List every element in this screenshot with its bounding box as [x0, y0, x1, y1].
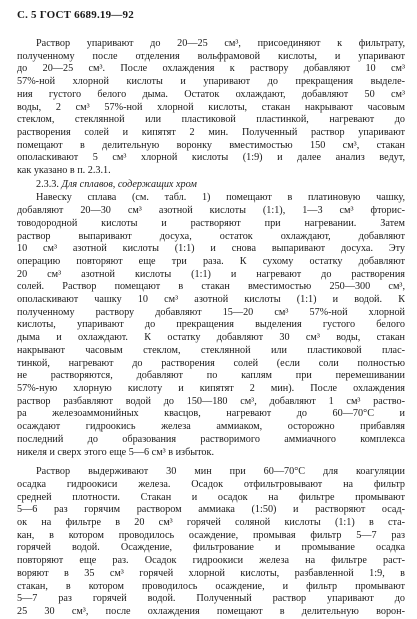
- text-line: стакан, в котором проводилось осаждение, и фильтр промывают: [17, 580, 405, 592]
- text-line: тинкой, нагревают до растворения солей (если соли полностью: [17, 357, 405, 369]
- section-number: 2.3.3.: [36, 178, 59, 190]
- text-line: до 20—25 см³. После охлаждения к раствору добавляют 10 см³: [17, 63, 405, 75]
- text-line: 25 30 см³, после охлаждения помещают в делительную ворон-: [17, 605, 405, 617]
- text-line: ополаскивают чашку 10 см³ азотной кислоты (1:1) и водой. К: [17, 294, 405, 306]
- paragraph-3: [17, 466, 405, 618]
- text-line: растворения солей и кипятят 2 мин. Полученный раствор упаривают: [17, 126, 405, 138]
- text-line: операцию повторяют еще три раза. К сухому остатку добавляют: [17, 255, 405, 267]
- text-line: кислоты, упаривают до прекращения выделения густого белого: [17, 319, 405, 331]
- text-line: 5—6 раз горячим раствором аммиака (1:50) и растворяют осад-: [17, 504, 405, 516]
- text-line: средней плотности. Стакан и осадок на фильтре промывают: [17, 491, 405, 503]
- text-line: 10 см³ азотной кислоты (1:1) и снова выпаривают досуха. Эту: [17, 243, 405, 255]
- paragraph-2: [17, 192, 405, 459]
- text-line: воды, 2 см³ 57%-ной хлорной кислоты, стакан накрывают часовым: [17, 101, 405, 113]
- paragraph-1: [17, 38, 405, 178]
- text-line: полученному после отделения вольфрамовой кислоты, и упаривают: [17, 50, 405, 62]
- text-line: накрывают часовым стеклом, стеклянной или пластиковой плас-: [17, 344, 405, 356]
- text-line: осадка гидроокиси железа. Осадок отфильтровывают на фильтр: [17, 478, 405, 490]
- text-line: не растворяются, добавляют по каплям при перемешивании: [17, 370, 405, 382]
- text-line: раствор выпаривают досуха, остаток охлаждают, добавляют: [17, 230, 405, 242]
- text-line: полученному раствору добавляют 15—20 см³ 57%-ной хлорной: [17, 306, 405, 318]
- text-line: Раствор упаривают до 20—25 см³, присоединяют к фильтрату,: [36, 38, 405, 49]
- text-line: 20 см³ азотной кислоты (1:1) и нагревают до растворения: [17, 268, 405, 280]
- section-heading: [17, 179, 405, 192]
- text-line: ок на фильтре в 20 см³ горячей соляной кислоты (1:1) в ста-: [17, 517, 405, 529]
- text-line: 57%-ной хлорной кислоты и упаривают до прекращения выделе-: [17, 76, 405, 88]
- text-line: последний до образования растворимого аммиачного комплекса: [17, 433, 405, 445]
- text-line: добавляют 20—30 см³ азотной кислоты (1:1), 1—3 см³ фторис-: [17, 205, 405, 217]
- text-line: товодородной кислоты и растворяют при нагревании. Затем: [17, 217, 405, 229]
- text-line: 57%-ную хлорную кислоту и кипятят 2 мин). После охлаждения: [17, 382, 405, 394]
- text-line: ра железоаммонийных квасцов, нагревают до 60—70°С и: [17, 408, 405, 420]
- section-title: Для сплавов, содержащих хром: [61, 178, 197, 190]
- text-line: стеклом, стеклянной или пластиковой пластинкой, нагревают до: [17, 114, 405, 126]
- text-line: 5—7 раз горячей водой. Полученный раствор упаривают до: [17, 593, 405, 605]
- text-line: солей. Раствор помещают в стакан вместимостью 250—300 см³,: [17, 281, 405, 293]
- text-line: никеля и сверх этого еще 5—6 см³ в избыток.: [17, 446, 215, 458]
- text-line: повторяют еще раз. Осадок гидроокиси железа на фильтре раст-: [17, 555, 405, 567]
- text-line: помещают в делительную воронку вместимостью 150 см³, стакан: [17, 139, 405, 151]
- text-line: раствор разбавляют водой до 150—180 см³, добавляют 1 см³ раство-: [17, 395, 405, 407]
- text-line: как указано в п. 2.3.1.: [17, 165, 111, 177]
- text-line: Навеску сплава (см. табл. 1) помещают в платиновую чашку,: [36, 192, 405, 204]
- text-line: осаждают гидроокись железа аммиаком, осторожно прибавляя: [17, 421, 405, 433]
- text-line: горячей водой. Осаждение, фильтрование и промывание осадка: [17, 542, 405, 554]
- text-line: Раствор выдерживают 30 мин при 60—70°С для коагуляции: [36, 466, 405, 478]
- text-line: ополаскивают 5 см³ хлорной кислоты (1:9) и далее анализ ведут,: [17, 152, 405, 164]
- text-line: кан, в котором проводилось осаждение, промывая фильтр 5—7 раз: [17, 529, 405, 541]
- page-header: С. 5 ГОСТ 6689.19—92: [17, 9, 134, 21]
- text-line: воряют в 35 см³ горячей хлорной кислоты, разбавленной 1:9, в: [17, 567, 405, 579]
- text-line: дыма и охлаждают. К остатку добавляют 30 см³ воды, стакан: [17, 332, 405, 344]
- text-line: ния густого белого дыма. Остаток охлаждают, добавляют 50 см³: [17, 88, 405, 100]
